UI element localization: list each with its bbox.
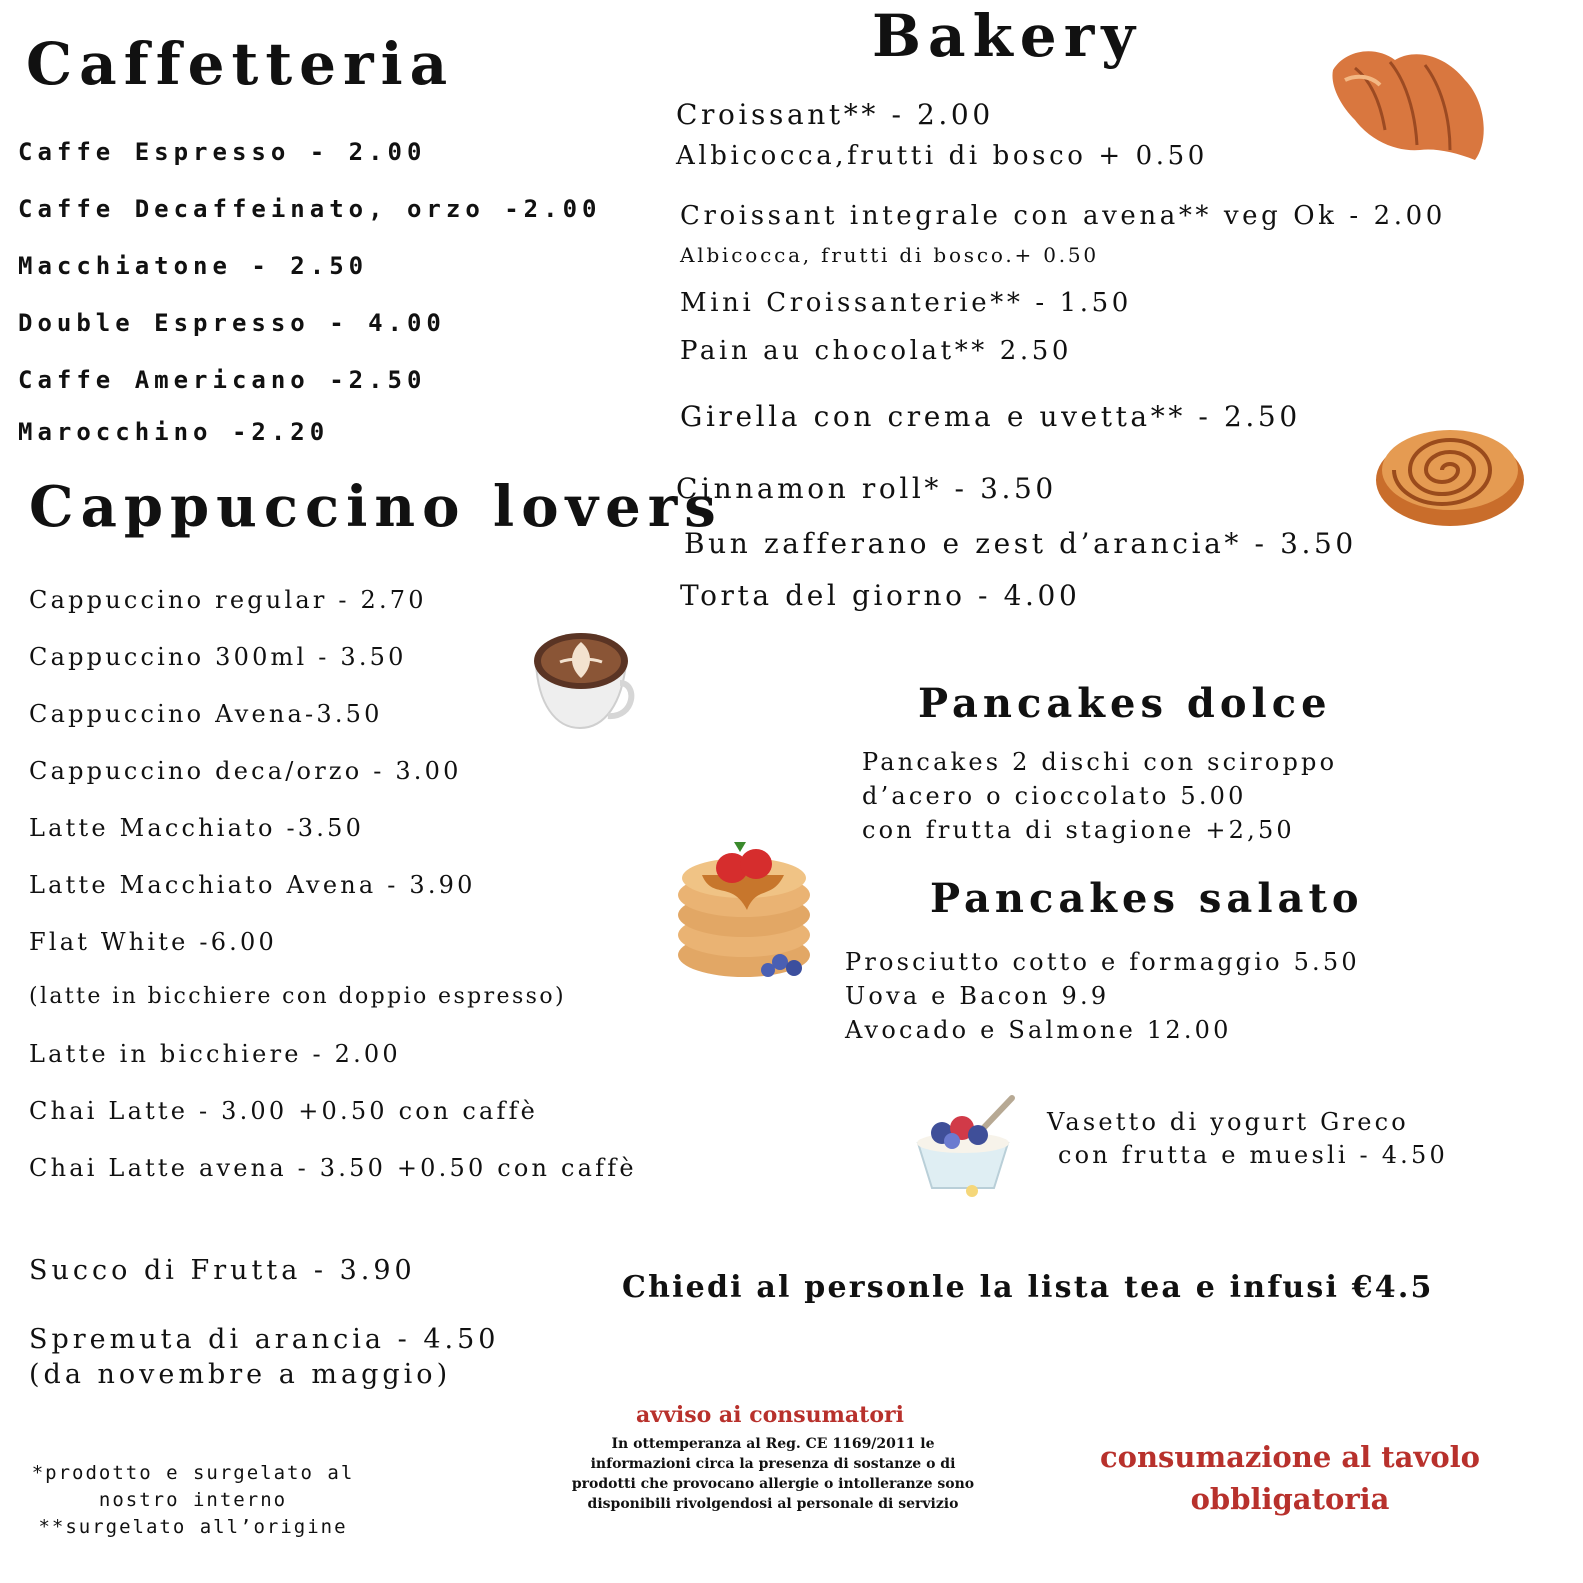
cappuccino-item: Cappuccino regular - 2.70 bbox=[29, 586, 427, 614]
yogurt-cup-icon bbox=[912, 1093, 1017, 1203]
pancakes-salato-line: Uova e Bacon 9.9 bbox=[845, 982, 1110, 1010]
caffetteria-title: Caffetteria bbox=[26, 30, 455, 98]
cappuccino-item: Latte Macchiato -3.50 bbox=[29, 814, 365, 842]
yogurt-line: con frutta e muesli - 4.50 bbox=[1058, 1141, 1448, 1169]
avviso-body: In ottemperanza al Reg. CE 1169/2011 le informazioni circa la presenza di sostanze o di prodotti che provocano allergie o intolleranze sono disponibili rivolgendosi al personale di servizio bbox=[571, 1436, 975, 1512]
bakery-title: Bakery bbox=[872, 2, 1142, 70]
caffetteria-item: Caffe Decaffeinato, orzo -2.00 bbox=[18, 195, 602, 223]
consumazione-line: obbligatoria bbox=[1190, 1482, 1390, 1516]
cappuccino-item: Flat White -6.00 bbox=[29, 928, 277, 956]
cappuccino-item: Chai Latte - 3.00 +0.50 con caffè bbox=[29, 1097, 539, 1125]
pancakes-salato-line: Prosciutto cotto e formaggio 5.50 bbox=[845, 948, 1360, 976]
bakery-item: Torta del giorno - 4.00 bbox=[680, 579, 1081, 612]
pancakes-salato-line: Avocado e Salmone 12.00 bbox=[845, 1016, 1232, 1044]
cappuccino-item: Chai Latte avena - 3.50 +0.50 con caffè bbox=[29, 1154, 637, 1182]
footnote-line: *prodotto e surgelato al bbox=[31, 1462, 355, 1484]
caffetteria-item: Macchiatone - 2.50 bbox=[18, 252, 369, 280]
bakery-item: Pain au chocolat** 2.50 bbox=[680, 336, 1073, 366]
caffetteria-item: Marocchino -2.20 bbox=[18, 418, 330, 446]
pancakes-salato-title: Pancakes salato bbox=[930, 875, 1364, 922]
spremuta-note: (da novembre a maggio) bbox=[29, 1359, 452, 1390]
succo-item: Succo di Frutta - 3.90 bbox=[29, 1255, 416, 1286]
croissant-icon bbox=[1325, 40, 1490, 170]
cappuccino-item: Latte Macchiato Avena - 3.90 bbox=[29, 871, 476, 899]
bakery-item-extra: Albicocca, frutti di bosco.+ 0.50 bbox=[680, 243, 1099, 267]
footnote-line: nostro interno bbox=[98, 1489, 288, 1511]
bakery-item-extra: Albicocca,frutti di bosco + 0.50 bbox=[676, 141, 1208, 171]
pancakes-dolce-line: d’acero o cioccolato 5.00 bbox=[862, 782, 1247, 810]
cappuccino-item-note: (latte in bicchiere con doppio espresso) bbox=[29, 984, 566, 1009]
bakery-item: Croissant** - 2.00 bbox=[676, 98, 994, 131]
avviso-title: avviso ai consumatori bbox=[636, 1402, 904, 1428]
yogurt-line: Vasetto di yogurt Greco bbox=[1047, 1108, 1409, 1136]
bakery-item: Croissant integrale con avena** veg Ok - 2.00 bbox=[680, 201, 1446, 231]
cappuccino-item: Cappuccino 300ml - 3.50 bbox=[29, 643, 407, 671]
caffetteria-item: Caffe Americano -2.50 bbox=[18, 366, 427, 394]
pancakes-icon bbox=[672, 830, 822, 990]
caffetteria-item: Double Espresso - 4.00 bbox=[18, 309, 446, 337]
consumazione-notice bbox=[1080, 1436, 1500, 1520]
caffetteria-item: Caffe Espresso - 2.00 bbox=[18, 138, 427, 166]
pancakes-dolce-title: Pancakes dolce bbox=[918, 680, 1332, 727]
tea-note: Chiedi al personle la lista tea e infusi €4.5 bbox=[622, 1270, 1434, 1305]
bakery-item: Girella con crema e uvetta** - 2.50 bbox=[680, 400, 1301, 433]
consumazione-line: consumazione al tavolo bbox=[1099, 1440, 1481, 1474]
bakery-item: Mini Croissanterie** - 1.50 bbox=[680, 288, 1132, 318]
cappuccino-item: Cappuccino Avena-3.50 bbox=[29, 700, 383, 728]
cinnamon-roll-icon bbox=[1373, 418, 1528, 530]
footnotes bbox=[8, 1460, 378, 1541]
bakery-item: Bun zafferano e zest d’arancia* - 3.50 bbox=[684, 527, 1357, 560]
cappuccino-item: Latte in bicchiere - 2.00 bbox=[29, 1040, 401, 1068]
pancakes-dolce-line: con frutta di stagione +2,50 bbox=[862, 816, 1295, 844]
cappuccino-item: Cappuccino deca/orzo - 3.00 bbox=[29, 757, 462, 785]
bakery-item: Cinnamon roll* - 3.50 bbox=[676, 472, 1057, 505]
footnote-line: **surgelato all’origine bbox=[38, 1516, 348, 1538]
spremuta-item: Spremuta di arancia - 4.50 bbox=[29, 1324, 500, 1355]
cappuccino-title: Cappuccino lovers bbox=[29, 474, 723, 540]
cappuccino-cup-icon bbox=[530, 628, 635, 733]
pancakes-dolce-line: Pancakes 2 dischi con sciroppo bbox=[862, 748, 1338, 776]
